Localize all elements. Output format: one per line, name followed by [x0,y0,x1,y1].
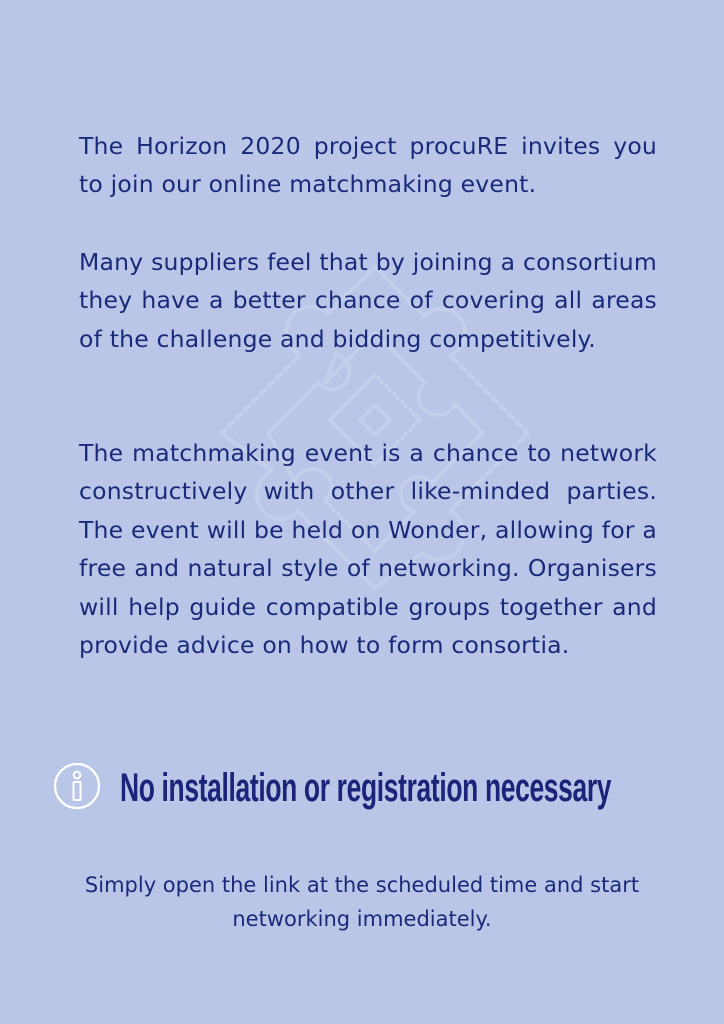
footer-instructions: Simply open the link at the scheduled time and start networking immediately. [84,873,640,931]
info-callout [52,758,672,818]
no-installation-headline: No installation or registration necessary [120,766,612,810]
info-icon [52,761,102,811]
event-details-paragraph: The matchmaking event is a chance to network constructively with other like-minded parties. The event will be held on Wonder, allowing for a free and natural style of networking. Organisers will help guide compatible groups together and provide advice on how to form consortia. [79,439,657,660]
consortium-paragraph: Many suppliers feel that by joining a consortium they have a better chance of covering all areas of the challenge and bidding competitively. [79,248,657,353]
intro-paragraph: The Horizon 2020 project procuRE invites you to join our online matchmaking event. [79,132,657,199]
